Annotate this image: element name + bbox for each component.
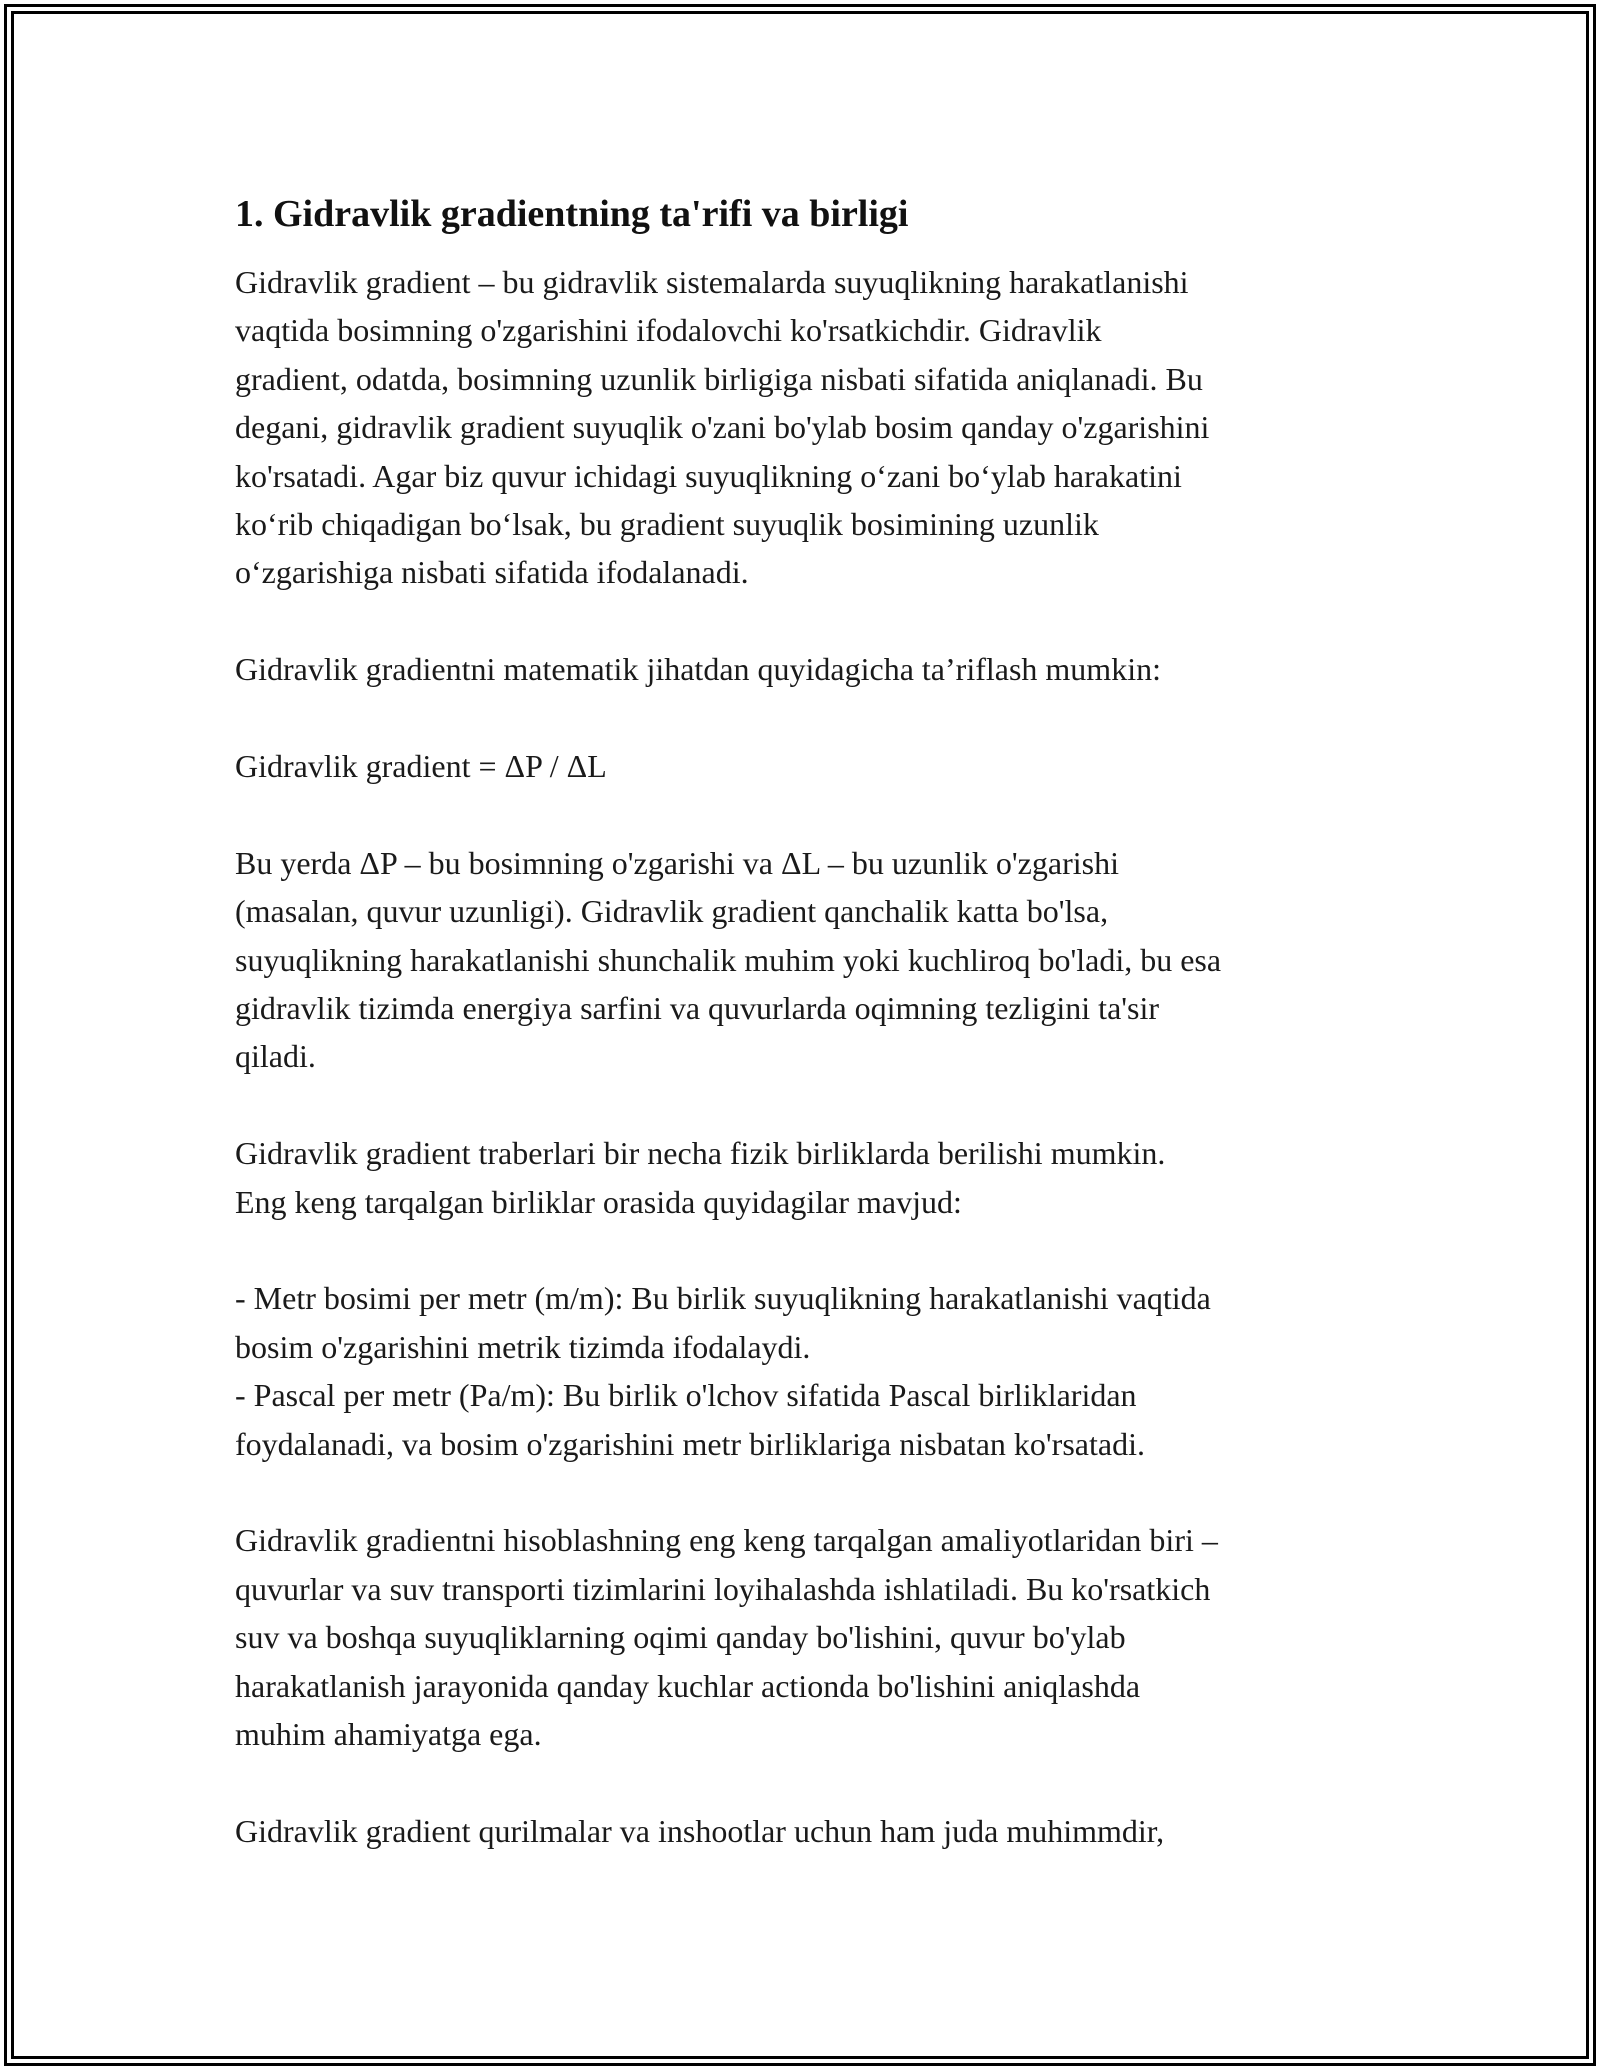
paragraph-units-list xyxy=(235,1274,1375,1468)
list-item-line: - Pascal per metr (Pa/m): Bu birlik o'lchov sifatida Pascal birliklaridan xyxy=(235,1377,1137,1414)
text-line: Gidravlik gradientni hisoblashning eng keng tarqalgan amaliyotlaridan biri – xyxy=(235,1522,1218,1559)
list-item-line: - Metr bosimi per metr (m/m): Bu birlik suyuqlikning harakatlanishi vaqtida xyxy=(235,1280,1211,1317)
text-line: Gidravlik gradient – bu gidravlik sistemalarda suyuqlikning harakatlanishi xyxy=(235,264,1189,300)
paragraph-math-intro xyxy=(235,645,1375,693)
text-line: vaqtida bosimning o'zgarishini ifodalovchi ko'rsatkichdir. Gidravlik xyxy=(235,312,1102,349)
text-line: ko‘rib chiqadigan bo‘lsak, bu gradient suyuqlik bosimining uzunlik xyxy=(235,506,1099,543)
text-line: o‘zgarishiga nisbati sifatida ifodalanadi. xyxy=(235,554,749,591)
paragraph-formula xyxy=(235,742,1375,790)
paragraph-definition xyxy=(235,258,1375,597)
text-line: Gidravlik gradient qurilmalar va inshootlar uchun ham juda muhimmdir, xyxy=(235,1812,1165,1849)
text-line: (masalan, quvur uzunligi). Gidravlik gradient qanchalik katta bo'lsa, xyxy=(235,893,1109,930)
paragraph-units-intro xyxy=(235,1129,1375,1226)
formula-line: Gidravlik gradient = ΔP / ΔL xyxy=(235,748,607,785)
text-line: Gidravlik gradient traberlari bir necha fizik birliklarda berilishi mumkin. xyxy=(235,1135,1166,1172)
section-heading: 1. Gidravlik gradientning ta'rifi va birligi xyxy=(235,193,909,235)
text-line: muhim ahamiyatga ega. xyxy=(235,1716,542,1753)
text-line: qiladi. xyxy=(235,1038,316,1075)
text-line: Bu yerda ΔP – bu bosimning o'zgarishi va ΔL – bu uzunlik o'zgarishi xyxy=(235,844,1119,881)
list-item-line: foydalanadi, va bosim o'zgarishini metr birliklariga nisbatan ko'rsatadi. xyxy=(235,1425,1145,1462)
text-line: Gidravlik gradientni matematik jihatdan quyidagicha ta’riflash mumkin: xyxy=(235,651,1161,688)
text-line: suyuqlikning harakatlanishi shunchalik muhim yoki kuchliroq bo'ladi, bu esa xyxy=(235,941,1222,978)
paragraph-applications xyxy=(235,1516,1375,1758)
text-line: Eng keng tarqalgan birliklar orasida quyidagilar mavjud: xyxy=(235,1183,962,1220)
text-line: ko'rsatadi. Agar biz quvur ichidagi suyuqlikning o‘zani bo‘ylab harakatini xyxy=(235,457,1182,494)
text-line: degani, gidravlik gradient suyuqlik o'zani bo'ylab bosim qanday o'zgarishini xyxy=(235,409,1210,446)
list-item-line: bosim o'zgarishini metrik tizimda ifodalaydi. xyxy=(235,1328,811,1365)
text-line: suv va boshqa suyuqliklarning oqimi qanday bo'lishini, quvur bo'ylab xyxy=(235,1619,1126,1656)
text-line: gradient, odatda, bosimning uzunlik birligiga nisbati sifatida aniqlanadi. Bu xyxy=(235,360,1203,397)
paragraph-structures xyxy=(235,1807,1375,1855)
document-body xyxy=(235,188,1375,1904)
text-line: harakatlanish jarayonida qanday kuchlar actionda bo'lishini aniqlashda xyxy=(235,1667,1141,1704)
text-line: gidravlik tizimda energiya sarfini va quvurlarda oqimning tezligini ta'sir xyxy=(235,990,1160,1027)
paragraph-formula-explanation xyxy=(235,839,1375,1081)
text-line: quvurlar va suv transporti tizimlarini loyihalashda ishlatiladi. Bu ko'rsatkich xyxy=(235,1570,1211,1607)
